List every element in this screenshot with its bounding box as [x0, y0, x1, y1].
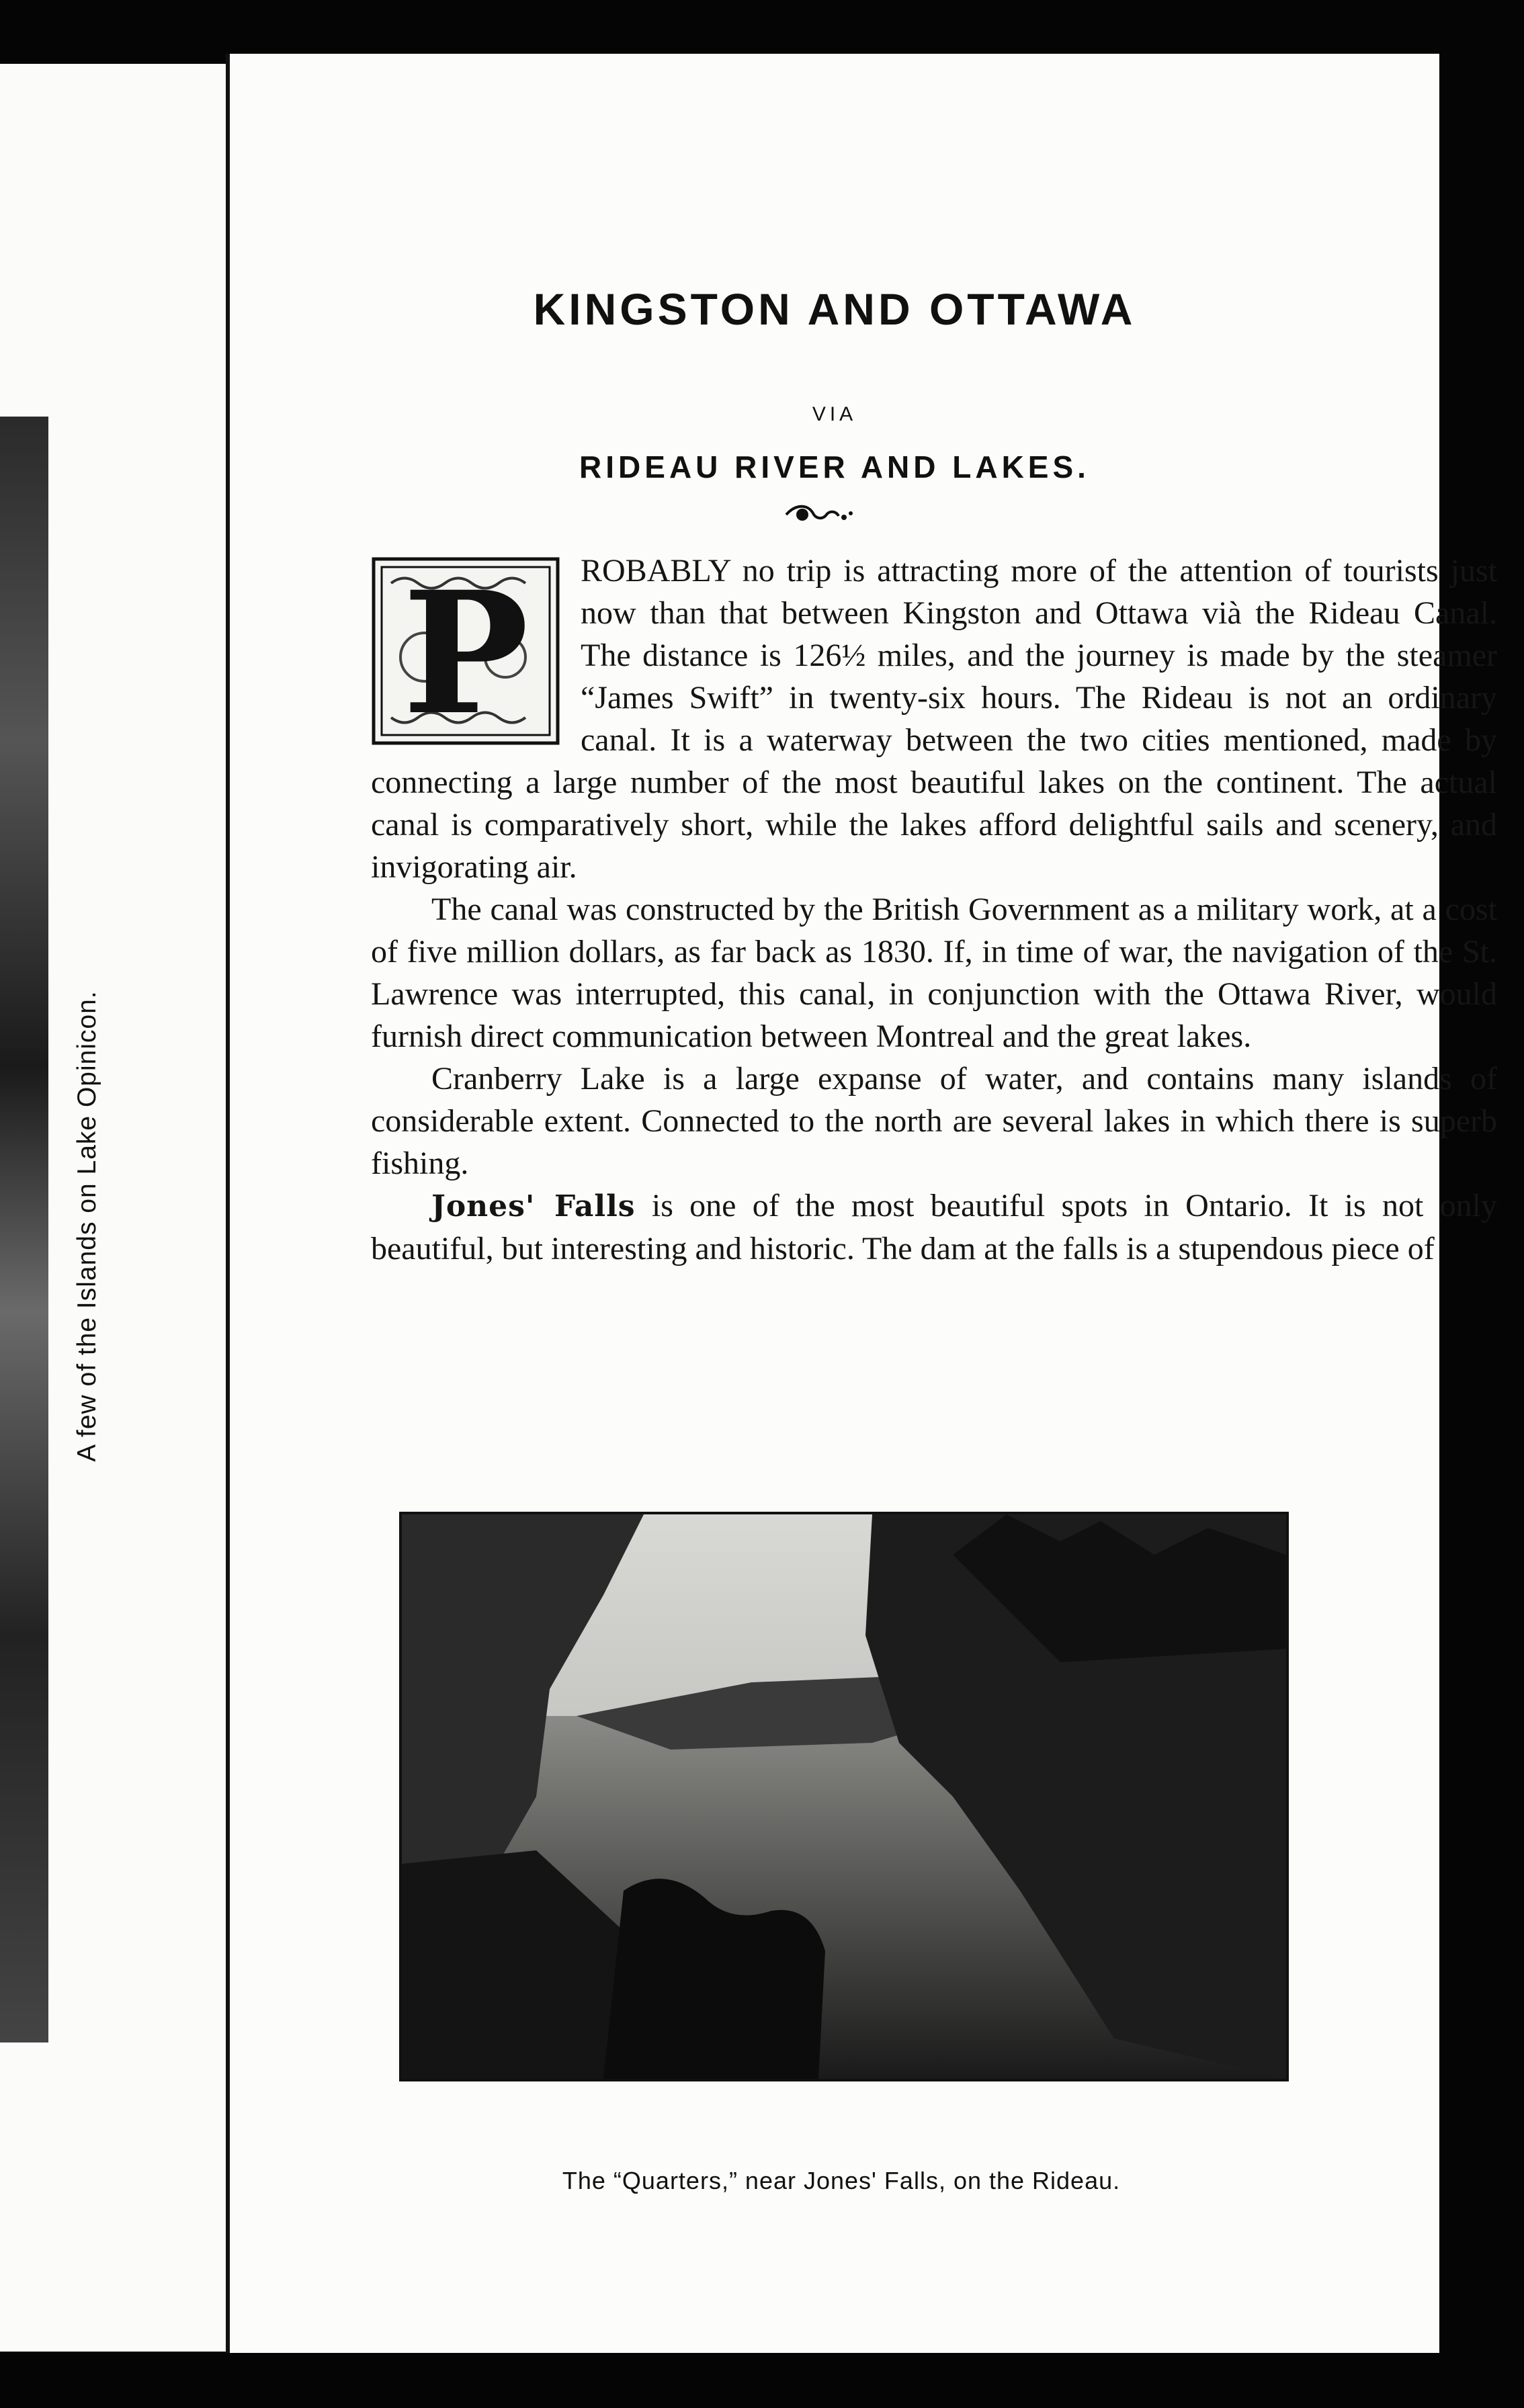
- article-body: [371, 550, 1497, 1270]
- left-facing-page: [0, 64, 246, 2352]
- left-page-photo: [0, 417, 48, 2042]
- drop-cap-letter: P: [403, 556, 529, 746]
- paragraph-1: ROBABLY no trip is attracting more of the attention of tourists just now than that between Kingston and Ottawa vià the Rideau Canal. The distance is 126½ miles, and the journey is made by the steamer “James Swift” in twenty-six hours. The Rideau is not an ordinary canal. It is a waterway between the two cities mentioned, made by connecting a large number of the most beautiful lakes on the continent. The actual canal is comparatively short, while the lakes afford delightful sails and scenery, and invigorating air.: [371, 553, 1497, 885]
- paragraph-2: The canal was constructed by the British Government as a military work, at a cost of five million dollars, as far back as 1830. If, in time of war, the navigation of the St. Lawrence was interrupted, this canal, in conjunction with the Ottawa River, would furnish direct communication between Montreal and the great lakes.: [371, 892, 1497, 1054]
- jones-falls-photo: [399, 1512, 1289, 2081]
- page-subtitle: RIDEAU RIVER AND LAKES.: [579, 449, 1090, 484]
- left-page-caption: A few of the Islands on Lake Opinicon.: [73, 990, 101, 1462]
- page-via: VIA: [812, 403, 857, 425]
- page-title: KINGSTON AND OTTAWA: [533, 284, 1136, 334]
- jones-falls-heading: Jones' Falls: [431, 1189, 636, 1223]
- paragraph-4: [371, 1185, 1497, 1270]
- main-page: [226, 54, 1497, 2353]
- photo-caption: The “Quarters,” near Jones' Falls, on the Rideau.: [562, 2167, 1121, 2194]
- paragraph-3: Cranberry Lake is a large expanse of water, and contains many islands of considerable extent. Connected to the north are several lakes in which there is superb fishing.: [371, 1061, 1497, 1181]
- drop-cap-ornament-icon: [371, 556, 560, 746]
- paragraph-4-text: is one of the most beautiful spots in Ontario. It is not only beautiful, but interesting and historic. The dam at the falls is a stupendous piece of: [371, 1188, 1497, 1266]
- fleuron-ornament-icon: [782, 503, 856, 527]
